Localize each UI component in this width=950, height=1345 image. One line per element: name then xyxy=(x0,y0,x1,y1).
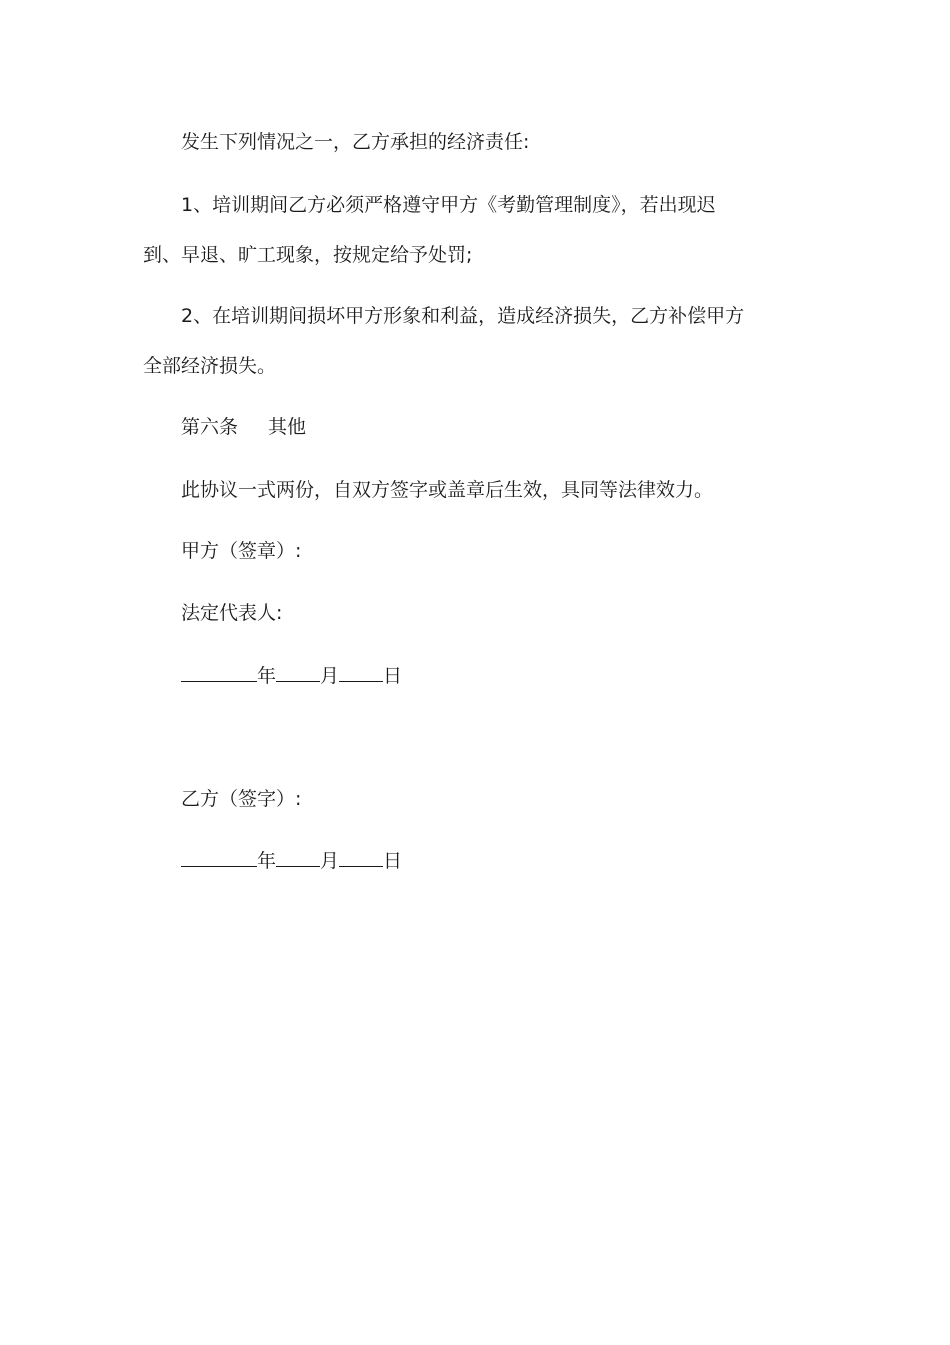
party-a-signature-label: 甲方（签章）: xyxy=(181,540,302,562)
day-blank xyxy=(339,846,383,867)
article-6-title: 其他 xyxy=(268,416,307,438)
intro-paragraph: 发生下列情况之一，乙方承担的经济责任: xyxy=(181,131,530,153)
party-a-date-line xyxy=(181,661,402,690)
article-6-number: 第六条 xyxy=(181,416,239,438)
party-b-signature-label: 乙方（签字）: xyxy=(181,788,302,810)
year-label: 年 xyxy=(257,665,277,687)
legal-representative-label: 法定代表人: xyxy=(181,602,283,624)
month-blank xyxy=(276,846,320,867)
party-b-date-line xyxy=(181,846,402,875)
agreement-paragraph: 此协议一式两份，自双方签字或盖章后生效，具同等法律效力。 xyxy=(181,479,714,501)
year-blank xyxy=(181,846,257,867)
year-label: 年 xyxy=(257,850,277,872)
year-blank xyxy=(181,661,257,682)
article-6-heading xyxy=(181,413,306,441)
clause-item-1: 1、培训期间乙方必须严格遵守甲方《考勤管理制度》，若出现迟到、早退、旷工现象，按规定给予处罚; xyxy=(143,194,716,266)
month-label: 月 xyxy=(320,850,340,872)
month-blank xyxy=(276,661,320,682)
month-label: 月 xyxy=(320,665,340,687)
clause-item-2: 2、在培训期间损坏甲方形象和利益，造成经济损失，乙方补偿甲方全部经济损失。 xyxy=(143,305,745,377)
day-label: 日 xyxy=(383,665,403,687)
day-label: 日 xyxy=(383,850,403,872)
day-blank xyxy=(339,661,383,682)
